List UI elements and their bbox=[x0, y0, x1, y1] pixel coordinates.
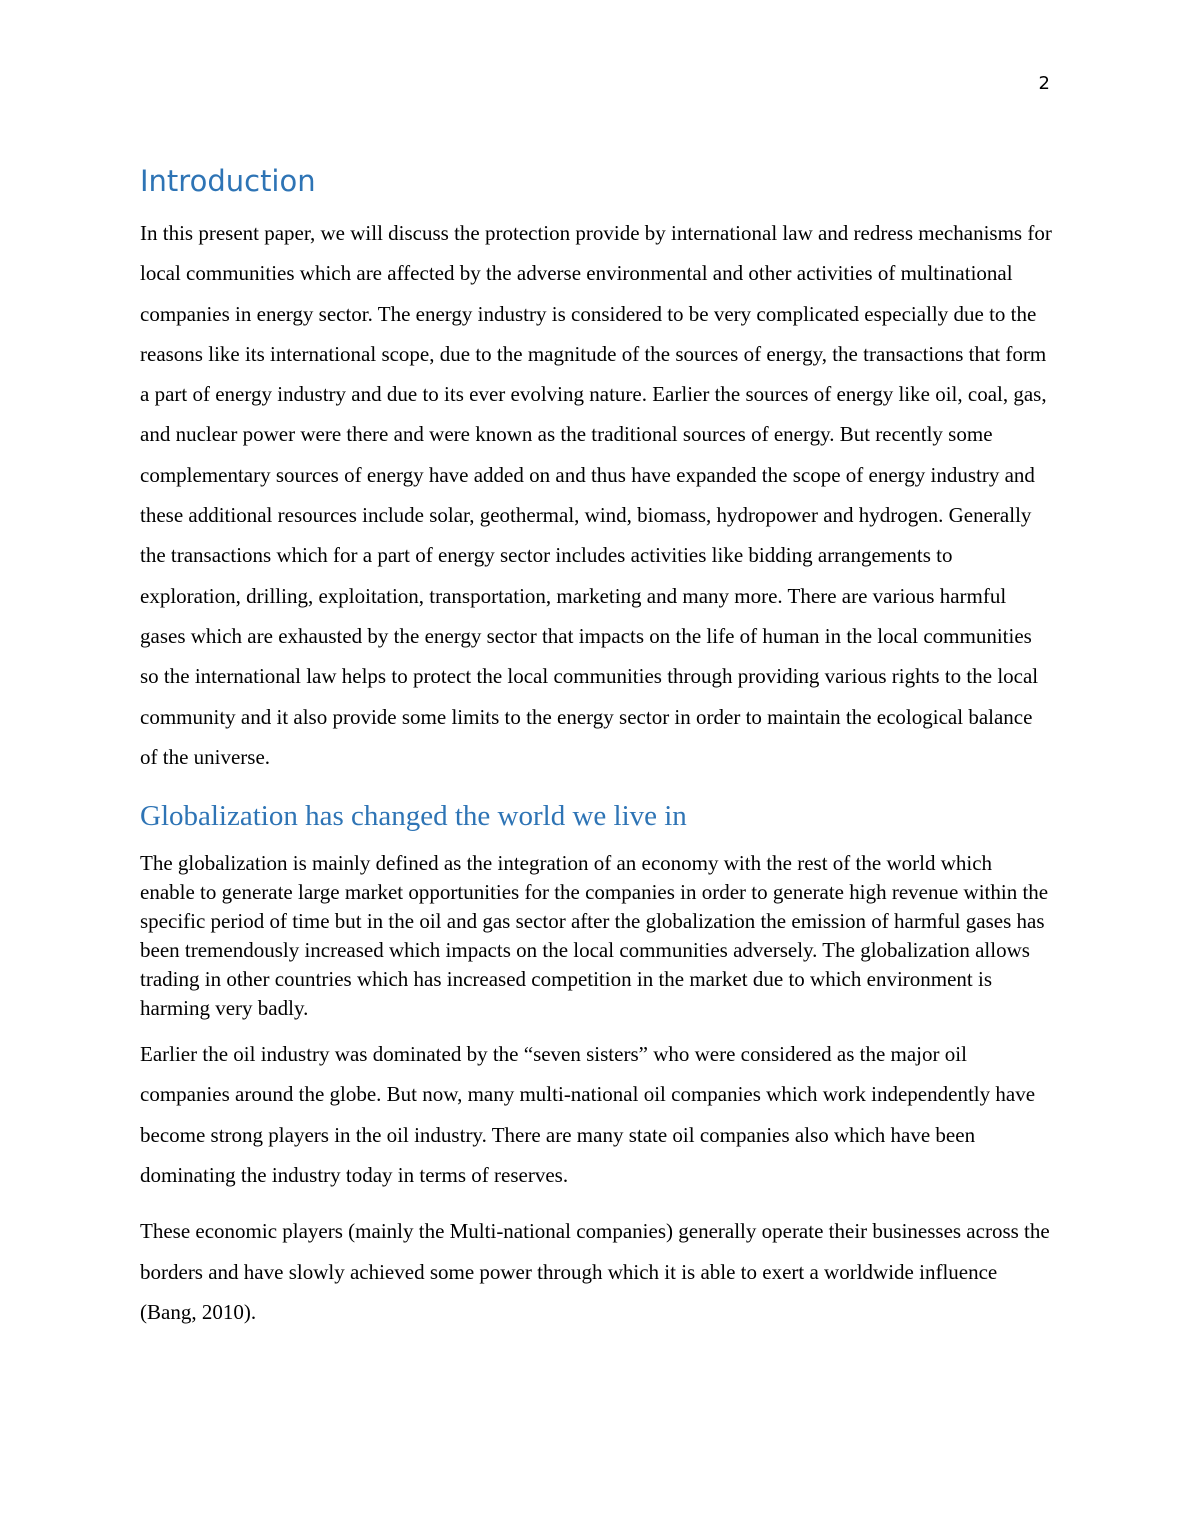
economic-players-paragraph: These economic players (mainly the Multi-national companies) generally operate their businesses across the borders and have slowly achieved some power through which it is able to exert a worldwide influence (Bang, 2010). bbox=[140, 1219, 1050, 1324]
document-body bbox=[140, 160, 1052, 1332]
introduction-paragraph: In this present paper, we will discuss the protection provide by international law and redress mechanisms for local communities which are affected by the adverse environmental and other activities of multinational companies in energy sector. The energy industry is considered to be very complicated especially due to the reasons like its international scope, due to the magnitude of the sources of energy, the transactions that form a part of energy industry and due to its ever evolving nature. Earlier the sources of energy like oil, coal, gas, and nuclear power were there and were known as the traditional sources of energy. But recently some complementary sources of energy have added on and thus have expanded the scope of energy industry and these additional resources include solar, geothermal, wind, biomass, hydropower and hydrogen. Generally the transactions which for a part of energy sector includes activities like bidding arrangements to exploration, drilling, exploitation, transportation, marketing and many more. There are various harmful gases which are exhausted by the energy sector that impacts on the life of human in the local communities so the international law helps to protect the local communities through providing various rights to the local community and it also provide some limits to the energy sector in order to maintain the ecological balance of the universe. bbox=[140, 221, 1052, 769]
globalization-definition-paragraph: The globalization is mainly defined as the integration of an economy with the rest of the world which enable to generate large market opportunities for the companies in order to generate high revenue within the specific period of time but in the oil and gas sector after the globalization the emission of harmful gases has been tremendously increased which impacts on the local communities adversely. The globalization allows trading in other countries which has increased competition in the market due to which environment is harming very badly. bbox=[140, 851, 1049, 1021]
page-number: 2 bbox=[1038, 73, 1050, 94]
globalization-heading: Globalization has changed the world we live in bbox=[140, 800, 687, 833]
seven-sisters-paragraph: Earlier the oil industry was dominated by the “seven sisters” who were considered as the major oil companies around the globe. But now, many multi-national oil companies which work independently have become strong players in the oil industry. There are many state oil companies also which have been dominating the industry today in terms of reserves. bbox=[140, 1042, 1036, 1188]
introduction-heading: Introduction bbox=[140, 164, 316, 198]
